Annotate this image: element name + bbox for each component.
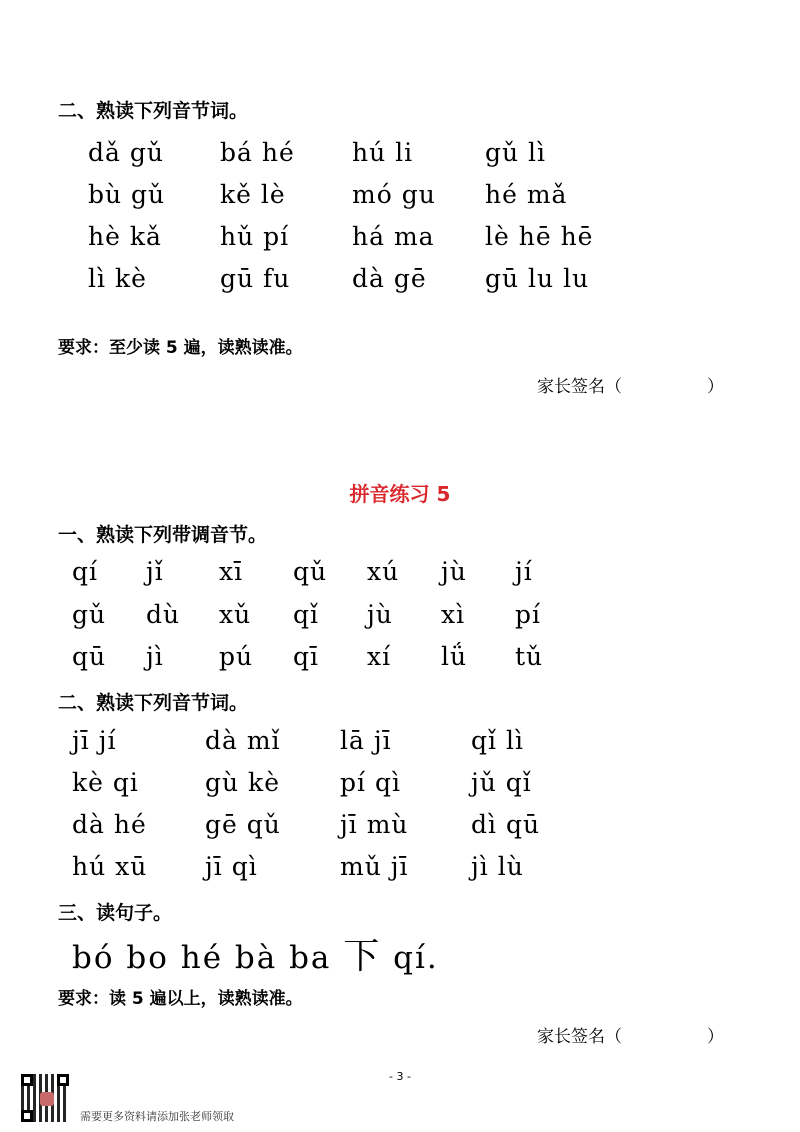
pinyin-word: dǎ gǔ	[88, 138, 164, 167]
pinyin-word: kè qi	[72, 768, 139, 797]
pinyin-syllable: jù	[441, 557, 467, 586]
pinyin-word: jī mù	[340, 810, 409, 839]
pinyin-word: mó gu	[352, 180, 436, 209]
pinyin-syllable: xǔ	[219, 600, 252, 629]
pinyin-syllable: jǐ	[146, 557, 164, 586]
pinyin-word: dà gē	[352, 264, 427, 293]
pinyin-word: jǔ qǐ	[471, 768, 532, 797]
pinyin-word: dà mǐ	[205, 726, 281, 755]
sentence-pinyin-end: qí.	[381, 940, 439, 976]
section-heading-words-top: 二、熟读下列音节词。	[58, 100, 249, 122]
pinyin-word: jī qì	[205, 852, 258, 881]
pinyin-word: pí qì	[340, 768, 401, 797]
pinyin-syllable: gǔ	[72, 600, 107, 629]
qr-corner-icon	[57, 1074, 69, 1086]
qr-corner-icon	[21, 1074, 33, 1086]
pinyin-word: hǔ pí	[220, 222, 290, 251]
pinyin-word: lì kè	[88, 264, 147, 293]
pinyin-syllable: qí	[72, 557, 98, 586]
sentence-hanzi: 下	[343, 936, 382, 977]
qr-avatar-icon	[40, 1092, 54, 1106]
pinyin-syllable: xī	[219, 557, 244, 586]
pinyin-word: gù kè	[205, 768, 280, 797]
pinyin-word: hè kǎ	[88, 222, 162, 251]
pinyin-word: jì lù	[471, 852, 524, 881]
reading-sentence	[72, 928, 439, 979]
pinyin-syllable: xí	[367, 642, 392, 671]
pinyin-syllable: qǐ	[293, 600, 319, 629]
parent-signature: 家长签名（ ）	[537, 1027, 724, 1047]
pinyin-syllable: dù	[146, 600, 181, 629]
sentence-pinyin-start: bó bo hé bà ba	[72, 940, 344, 976]
section-heading-words: 二、熟读下列音节词。	[58, 692, 249, 714]
pinyin-syllable: pí	[515, 600, 541, 629]
pinyin-word: gū lu lu	[485, 264, 590, 293]
pinyin-syllable: tǔ	[515, 642, 544, 671]
pinyin-word: gǔ lì	[485, 138, 547, 167]
pinyin-word: mǔ jī	[340, 852, 409, 881]
pinyin-syllable: xì	[441, 600, 466, 629]
pinyin-syllable: jí	[515, 557, 533, 586]
pinyin-word: bù gǔ	[88, 180, 166, 209]
pinyin-word: kě lè	[220, 180, 286, 209]
pinyin-word: gū fu	[220, 264, 291, 293]
requirement-text: 要求：读 5 遍以上，读熟读准。	[58, 989, 303, 1009]
pinyin-syllable: pú	[219, 642, 254, 671]
footer-note: 需要更多资料请添加张老师领取	[80, 1110, 234, 1123]
pinyin-syllable: jì	[146, 642, 164, 671]
pinyin-word: hú xū	[72, 852, 148, 881]
pinyin-word: dì qū	[471, 810, 541, 839]
pinyin-syllable: lǘ	[441, 642, 468, 671]
pinyin-word: lè hē hē	[485, 222, 594, 251]
pinyin-word: hú li	[352, 138, 414, 167]
parent-signature-top: 家长签名（ ）	[537, 377, 724, 397]
section-heading-syllables: 一、熟读下列带调音节。	[58, 524, 268, 546]
pinyin-word: gē qǔ	[205, 810, 281, 839]
pinyin-word: lā jī	[340, 726, 392, 755]
lesson-title: 拼音练习 5	[349, 482, 451, 506]
pinyin-syllable: xú	[367, 557, 400, 586]
pinyin-word: jī jí	[72, 726, 117, 755]
pinyin-word: bá hé	[220, 138, 295, 167]
qr-corner-icon	[21, 1110, 33, 1122]
pinyin-word: há ma	[352, 222, 435, 251]
requirement-text-top: 要求：至少读 5 遍，读熟读准。	[58, 338, 303, 358]
pinyin-word: qǐ lì	[471, 726, 524, 755]
pinyin-syllable: qǔ	[293, 557, 328, 586]
pinyin-syllable: qī	[293, 642, 319, 671]
pinyin-word: hé mǎ	[485, 180, 568, 209]
section-heading-sentence: 三、读句子。	[58, 902, 173, 924]
pinyin-word: dà hé	[72, 810, 147, 839]
pinyin-syllable: qū	[72, 642, 107, 671]
page-number: - 3 -	[389, 1070, 411, 1083]
pinyin-syllable: jù	[367, 600, 393, 629]
